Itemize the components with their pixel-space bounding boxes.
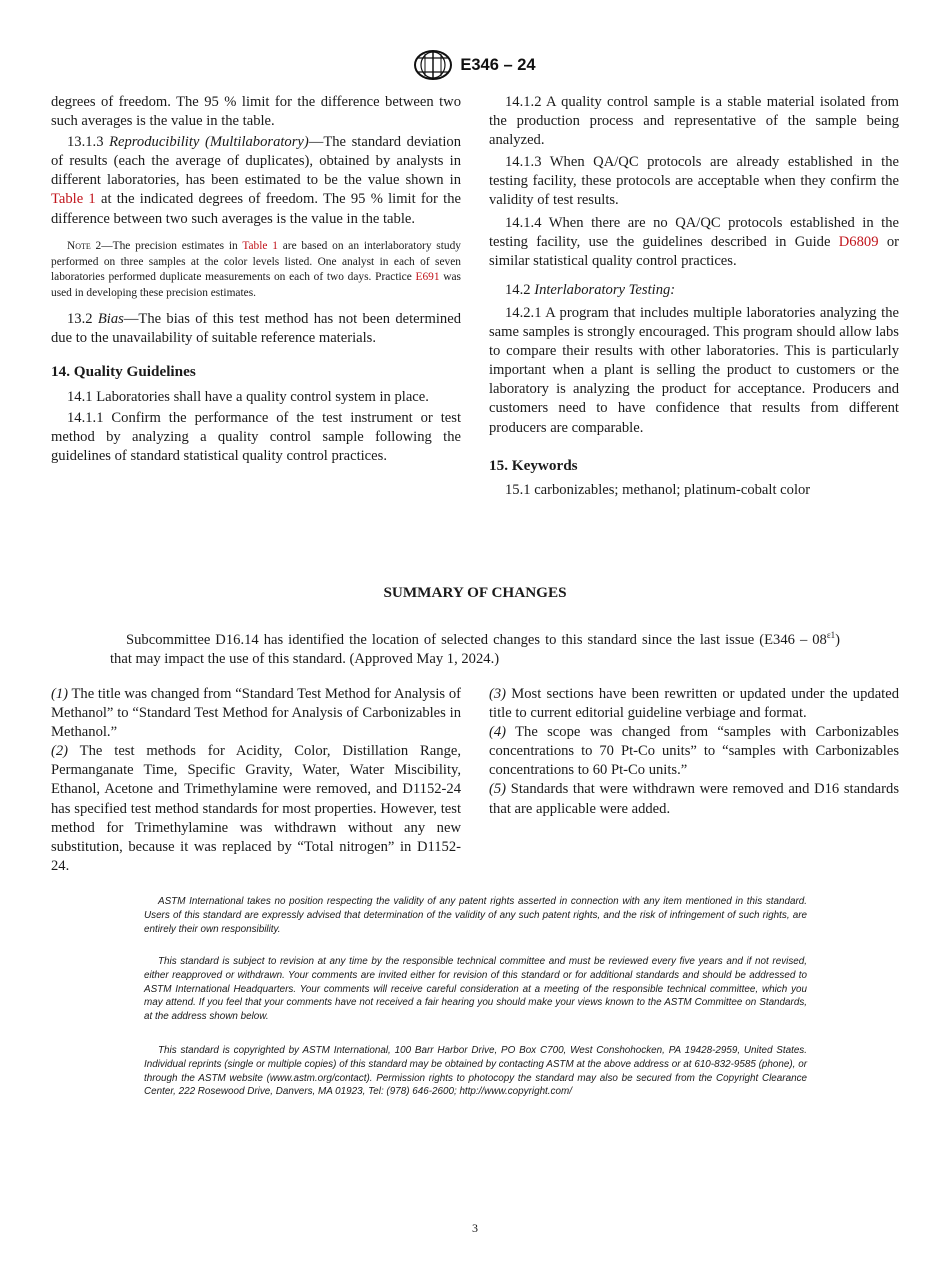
clause-title: Reproducibility (Multilaboratory) — [109, 134, 309, 151]
paragraph-13-2 — [51, 310, 461, 348]
e691-link[interactable]: E691 — [415, 271, 440, 284]
paragraph-14-1-3: 14.1.3 When QA/QC protocols are already established in the testing facility, these protocols are acceptable when they confirm the validity of test results. — [489, 154, 899, 209]
change-item — [489, 780, 899, 818]
clause-number: 13.1.3 — [67, 134, 104, 151]
changes-left-column — [51, 685, 461, 876]
table-1-link[interactable]: Table 1 — [51, 191, 96, 208]
clause-text: 14.1.4 When there are no QA/QC protocols established in the testing facility, use the guidelines described in Guide — [489, 214, 899, 250]
summary-intro-text: ) that may impact the use of this standard. (Approved May 1, 2024.) — [110, 631, 840, 668]
change-text: The title was changed from “Standard Test Method for Analysis of Methanol” to “Standard Test Method for Analysis of Carbonizables in Methanol.” — [51, 686, 461, 741]
paragraph-14-2-1: 14.2.1 A program that includes multiple laboratories analyzing the same samples is strongly encouraged. This program should allow labs to compare their results with other laboratories. This is particularly important when a plant is selling the product to customers or the laboratory is analyzing the product for acceptance. Producers and customers need to have confidence that results from different producers are comparable. — [489, 304, 899, 436]
paragraph-14-2 — [489, 281, 899, 300]
note-text: was used in developing these precision estimates. — [51, 271, 461, 300]
clause-number: 13.2 — [67, 311, 93, 328]
note-text: —The precision estimates in — [101, 239, 243, 252]
clause-title: Bias — [97, 311, 124, 328]
change-item — [51, 685, 461, 742]
clause-text: —The bias of this test method has not been determined due to the unavailability of suitable reference materials. — [51, 311, 461, 347]
paragraph-14-1-4 — [489, 214, 899, 271]
left-column — [51, 93, 461, 468]
change-text: Standards that were withdrawn were removed and D16 standards that are applicable were added. — [489, 781, 899, 817]
right-column — [489, 93, 899, 502]
clause-text: or similar statistical quality control practices. — [489, 233, 899, 269]
page-header — [0, 50, 950, 80]
change-number: (3) — [489, 686, 507, 702]
change-item — [489, 685, 899, 723]
paragraph-14-1-1: 14.1.1 Confirm the performance of the test instrument or test method by analyzing a quality control sample following the guidelines of standard statistical quality control practices. — [51, 409, 461, 464]
table-1-link[interactable]: Table 1 — [242, 239, 278, 252]
paragraph-15-1: 15.1 carbonizables; methanol; platinum-cobalt color — [505, 481, 811, 498]
paragraph-13-1-2-end: degrees of freedom. The 95 % limit for the difference between two such averages is the value in the table. — [51, 94, 461, 130]
copyright-disclaimer: This standard is copyrighted by ASTM International, 100 Barr Harbor Drive, PO Box C700, West Conshohocken, PA 19428-2959, United States. Individual reprints (single or multiple copies) of this standard may be obtained by contacting ASTM at the above address or at 610-832-9585 (phone), or through the ASTM website (www.astm.org/contact). Permission rights to photocopy the standard may also be secured from the Copyright Clearance Center, 222 Rosewood Drive, Danvers, MA 01923, Tel: (978) 646-2600; http://www.copyright.com/ — [144, 1045, 807, 1098]
clause-number: 14.2 — [505, 281, 531, 298]
standard-designation: E346 – 24 — [460, 55, 536, 74]
page-number: 3 — [472, 1221, 478, 1235]
change-number: (1) — [51, 686, 69, 702]
change-number: (4) — [489, 724, 507, 741]
patent-disclaimer: ASTM International takes no position respecting the validity of any patent rights asserted in connection with any item mentioned in this standard. Users of this standard are expressly advised that determination of the validity of any such patent rights, and the risk of infringement of such rights, are entirely their own responsibility. — [144, 896, 807, 935]
change-item — [489, 723, 899, 780]
summary-intro — [110, 626, 840, 670]
astm-logo-icon — [414, 50, 452, 80]
change-text: The test methods for Acidity, Color, Distillation Range, Permanganate Time, Specific Gravity, Water, Water Miscibility, Ethanol, Acetone and Trimethylamine were removed, and D1152-24 has specified test method standards for most properties. However, test method for Trimethylamine was withdrawn without any new substitution, because it was replaced by “Total nitrogen” in D1152-24. — [51, 743, 461, 874]
change-text: Most sections have been rewritten or updated under the updated title to current editorial guideline verbiage and format. — [489, 686, 899, 722]
clause-title: Interlaboratory Testing: — [534, 281, 676, 298]
paragraph-14-1-2: 14.1.2 A quality control sample is a stable material isolated from the production process and representative of the sample being analyzed. — [489, 94, 899, 149]
section-15-heading: 15. Keywords — [489, 456, 578, 474]
d6809-link[interactable]: D6809 — [838, 233, 879, 250]
note-text: are based on an interlaboratory study performed on three samples at the color levels listed. One analyst in each of seven laboratories performed duplicate measurements on each of two days. Practice — [51, 239, 461, 284]
clause-text: —The standard deviation of results (each the average of duplicates), obtained by analysts in different laboratories, has been estimated to be the value shown in — [51, 134, 461, 189]
superscript: ε1 — [826, 630, 836, 640]
change-text: The scope was changed from “samples with Carbonizables concentrations to 70 Pt-Co units” to “samples with Carbonizables concentrations to 60 Pt-Co units.” — [489, 724, 899, 779]
change-item — [51, 742, 461, 876]
revision-disclaimer: This standard is subject to revision at any time by the responsible technical committee and must be reviewed every five years and if not revised, either reapproved or withdrawn. Your comments are invited either for revision of this standard or for additional standards and should be addressed to ASTM International Headquarters. Your comments will receive careful consideration at a meeting of the responsible technical committee, which you may attend. If you feel that your comments have not received a fair hearing you should make your views known to the ASTM Committee on Standards, at the address shown below. — [144, 956, 807, 1023]
changes-right-column — [489, 685, 899, 819]
note-label: Note 2 — [67, 239, 102, 252]
clause-text: at the indicated degrees of freedom. The 95 % limit for the difference between two such averages is the value in the table. — [51, 191, 461, 227]
change-number: (5) — [489, 781, 507, 798]
section-14-heading: 14. Quality Guidelines — [51, 363, 196, 381]
change-number: (2) — [51, 743, 69, 760]
summary-intro-text: Subcommittee D16.14 has identified the location of selected changes to this standard since the last issue (E346 – 08 — [126, 631, 827, 648]
note-2 — [51, 239, 461, 303]
paragraph-14-1: 14.1 Laboratories shall have a quality control system in place. — [67, 388, 429, 405]
paragraph-13-1-3 — [51, 133, 461, 228]
summary-of-changes-title: SUMMARY OF CHANGES — [383, 584, 567, 601]
